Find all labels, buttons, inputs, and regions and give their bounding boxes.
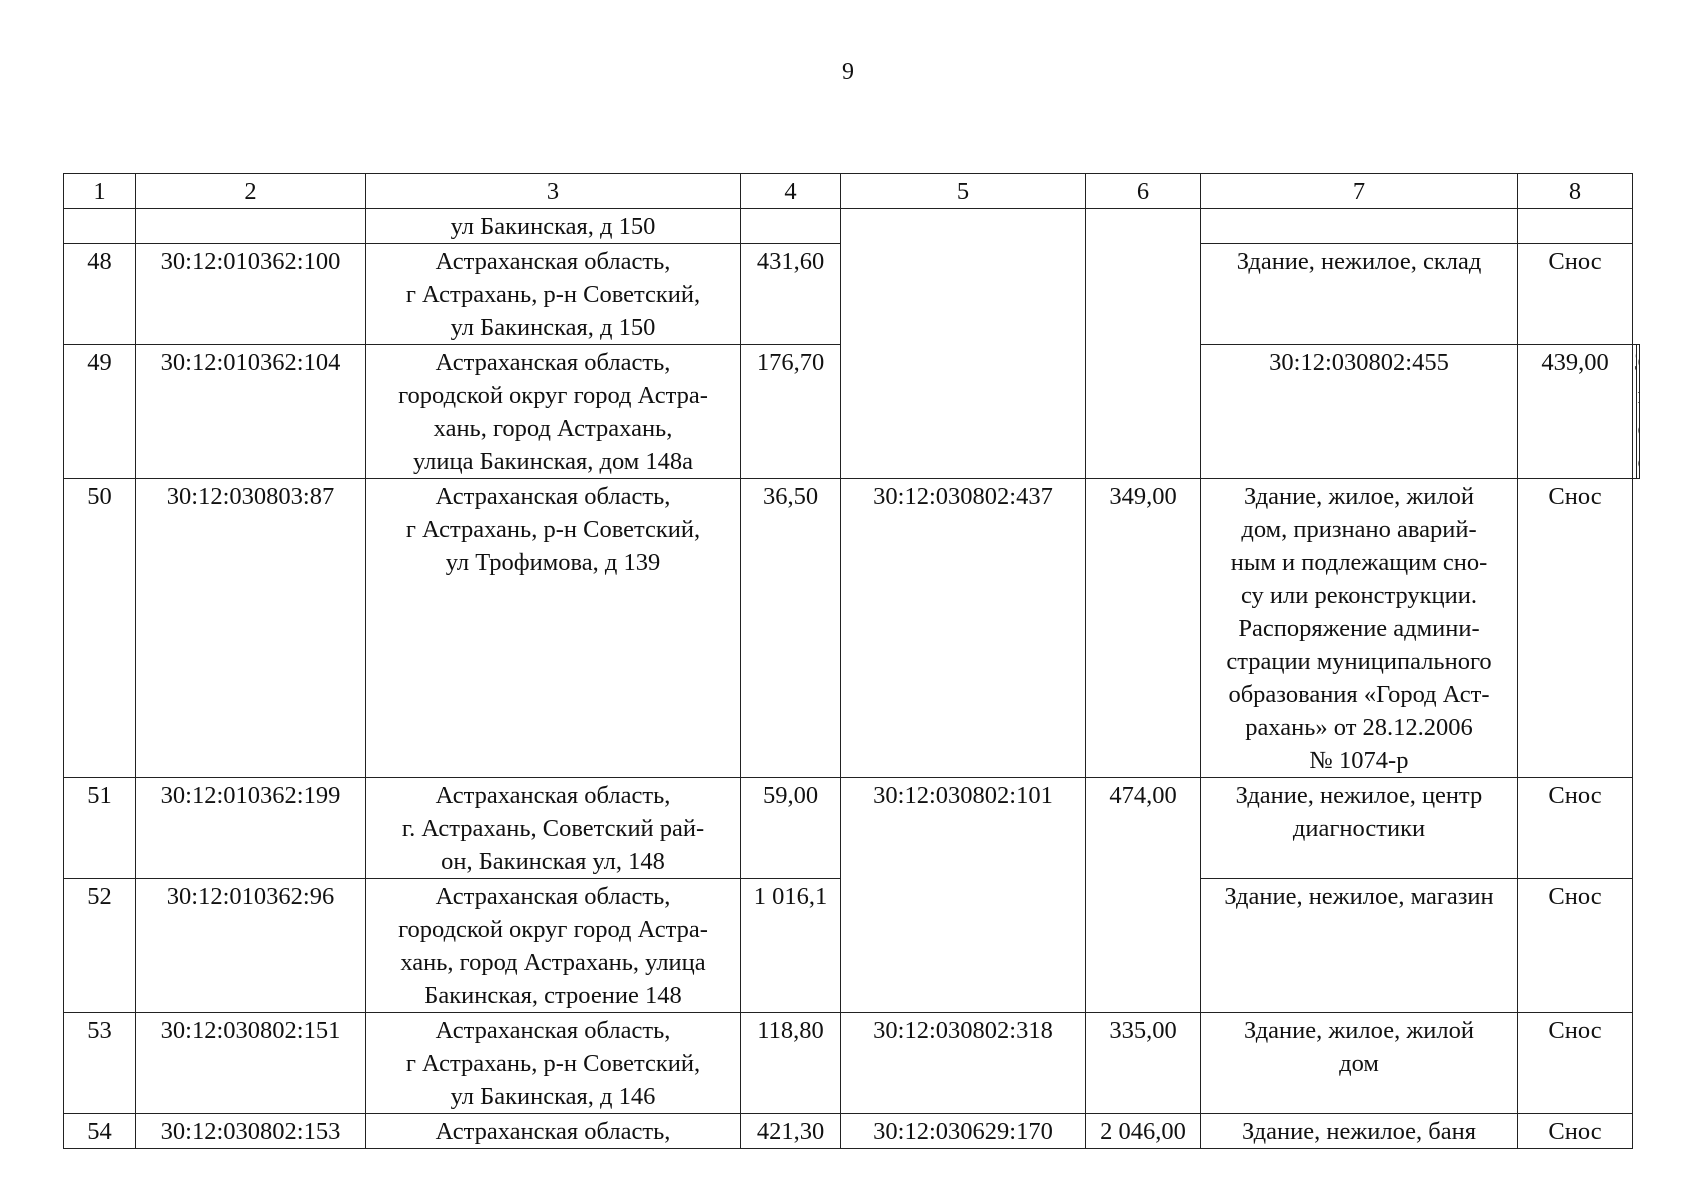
land-cadastral-cell: 30:12:030802:455 bbox=[1201, 345, 1518, 479]
row-number-cell: 48 bbox=[64, 244, 136, 345]
description-line: Здание, нежилое, баня bbox=[1242, 1118, 1476, 1145]
action-cell: Снос bbox=[1518, 879, 1633, 1013]
address-line: ул Трофимова, д 139 bbox=[445, 549, 661, 576]
address-line: ул Бакинская, д 146 bbox=[450, 1083, 656, 1110]
address-cell bbox=[366, 209, 741, 244]
description-line: страции муниципального bbox=[1226, 648, 1492, 675]
address-cell bbox=[366, 1013, 741, 1114]
address-line: Астраханская область, bbox=[435, 782, 671, 809]
column-header: 3 bbox=[366, 174, 741, 209]
description-line: Здание, нежилое, центр bbox=[1235, 782, 1483, 809]
action-cell: Снос bbox=[1518, 1013, 1633, 1114]
land-area-cell: 439,00 bbox=[1518, 345, 1633, 479]
description-line: диагностики bbox=[1292, 815, 1426, 842]
action-cell bbox=[1518, 209, 1633, 244]
row-number-cell bbox=[64, 209, 136, 244]
address-line: Астраханская область, bbox=[435, 349, 671, 376]
area-cell: 421,30 bbox=[741, 1114, 841, 1149]
area-cell bbox=[741, 209, 841, 244]
column-header: 4 bbox=[741, 174, 841, 209]
action-cell: Снос bbox=[1518, 479, 1633, 778]
row-number-cell: 53 bbox=[64, 1013, 136, 1114]
address-line: хань, город Астрахань, улица bbox=[400, 949, 706, 976]
description-cell bbox=[1201, 209, 1518, 244]
address-line: Бакинская, строение 148 bbox=[424, 982, 682, 1009]
description-cell bbox=[1201, 479, 1518, 778]
area-cell: 36,50 bbox=[741, 479, 841, 778]
address-cell bbox=[366, 778, 741, 879]
cadastral-cell: 30:12:030803:87 bbox=[136, 479, 366, 778]
cadastral-cell: 30:12:030802:153 bbox=[136, 1114, 366, 1149]
description-line: ным и подлежащим сно- bbox=[1230, 549, 1488, 576]
description-cell bbox=[1201, 1013, 1518, 1114]
row-number-cell: 49 bbox=[64, 345, 136, 479]
row-number-cell: 54 bbox=[64, 1114, 136, 1149]
description-line: Распоряжение админи- bbox=[1238, 615, 1480, 642]
table-row bbox=[64, 1114, 1640, 1149]
address-line: г Астрахань, р-н Советский, bbox=[405, 516, 701, 543]
address-cell bbox=[366, 244, 741, 345]
cadastral-cell: 30:12:030802:151 bbox=[136, 1013, 366, 1114]
description-line: рахань» от 28.12.2006 bbox=[1245, 714, 1473, 741]
description-line: Здание, жилое, жилой bbox=[1244, 1017, 1474, 1044]
column-header: 2 bbox=[136, 174, 366, 209]
address-line: г Астрахань, р-н Советский, bbox=[405, 281, 701, 308]
description-line: № 1074-р bbox=[1309, 747, 1409, 774]
action-cell: Снос bbox=[1518, 778, 1633, 879]
address-line: городской округ город Астра- bbox=[398, 382, 708, 409]
description-line: дом bbox=[1339, 1050, 1379, 1077]
table-row bbox=[64, 479, 1640, 778]
description-cell bbox=[1201, 879, 1518, 1013]
address-cell bbox=[366, 345, 741, 479]
area-cell: 118,80 bbox=[741, 1013, 841, 1114]
address-line: Астраханская область, bbox=[435, 1118, 671, 1145]
address-cell bbox=[366, 879, 741, 1013]
register-table bbox=[63, 173, 1640, 1149]
address-line: Астраханская область, bbox=[435, 248, 671, 275]
column-header: 6 bbox=[1086, 174, 1201, 209]
land-area-cell: 2 046,00 bbox=[1086, 1114, 1201, 1149]
page-number: 9 bbox=[842, 59, 854, 85]
cadastral-cell: 30:12:010362:104 bbox=[136, 345, 366, 479]
action-cell: Снос bbox=[1518, 1114, 1633, 1149]
address-line: Астраханская область, bbox=[435, 883, 671, 910]
description-line: дом, признано аварий- bbox=[1241, 516, 1477, 543]
column-header: 1 bbox=[64, 174, 136, 209]
cadastral-cell bbox=[136, 209, 366, 244]
land-area-cell bbox=[1086, 209, 1201, 479]
description-line: Здание, нежилое, магазин bbox=[1224, 883, 1494, 910]
area-cell: 1 016,1 bbox=[741, 879, 841, 1013]
land-area-cell: 335,00 bbox=[1086, 1013, 1201, 1114]
land-cadastral-cell: 30:12:030802:101 bbox=[841, 778, 1086, 1013]
area-cell: 176,70 bbox=[741, 345, 841, 479]
address-line: Астраханская область, bbox=[435, 483, 671, 510]
description-line: образования «Город Аст- bbox=[1228, 681, 1490, 708]
table-row bbox=[64, 209, 1640, 244]
description-cell bbox=[1201, 1114, 1518, 1149]
table-row bbox=[64, 778, 1640, 879]
address-line: он, Бакинская ул, 148 bbox=[441, 848, 665, 875]
description-line bbox=[1634, 346, 1635, 379]
land-area-cell: 349,00 bbox=[1086, 479, 1201, 778]
column-header: 5 bbox=[841, 174, 1086, 209]
row-number-cell: 50 bbox=[64, 479, 136, 778]
address-line: улица Бакинская, дом 148а bbox=[413, 448, 693, 475]
land-cadastral-cell: 30:12:030802:437 bbox=[841, 479, 1086, 778]
cadastral-cell: 30:12:010362:100 bbox=[136, 244, 366, 345]
address-line: Астраханская область, bbox=[435, 1017, 671, 1044]
address-cell bbox=[366, 479, 741, 778]
land-cadastral-cell: 30:12:030629:170 bbox=[841, 1114, 1086, 1149]
row-number-cell: 51 bbox=[64, 778, 136, 879]
table-row bbox=[64, 1013, 1640, 1114]
row-number-cell: 52 bbox=[64, 879, 136, 1013]
column-header: 7 bbox=[1201, 174, 1518, 209]
land-area-cell: 474,00 bbox=[1086, 778, 1201, 1013]
land-cadastral-cell: 30:12:030802:318 bbox=[841, 1013, 1086, 1114]
description-cell bbox=[1201, 244, 1518, 345]
address-line: г Астрахань, р-н Советский, bbox=[405, 1050, 701, 1077]
cadastral-cell: 30:12:010362:199 bbox=[136, 778, 366, 879]
action-cell: Снос bbox=[1518, 244, 1633, 345]
description-line: су или реконструкции. bbox=[1240, 582, 1478, 609]
address-cell bbox=[366, 1114, 741, 1149]
address-line: г. Астрахань, Советский рай- bbox=[401, 815, 705, 842]
cadastral-cell: 30:12:010362:96 bbox=[136, 879, 366, 1013]
address-line: хань, город Астрахань, bbox=[433, 415, 673, 442]
area-cell: 431,60 bbox=[741, 244, 841, 345]
address-line: ул Бакинская, д 150 bbox=[450, 213, 656, 240]
area-cell: 59,00 bbox=[741, 778, 841, 879]
description-line: Здание, нежилое, склад bbox=[1236, 248, 1482, 275]
land-cadastral-cell bbox=[841, 209, 1086, 479]
table-header-row bbox=[64, 174, 1640, 209]
column-header: 8 bbox=[1518, 174, 1633, 209]
action-cell bbox=[1636, 345, 1640, 479]
address-line: ул Бакинская, д 150 bbox=[450, 314, 656, 341]
description-line: Здание, жилое, жилой bbox=[1244, 483, 1474, 510]
description-cell bbox=[1201, 778, 1518, 879]
address-line: городской округ город Астра- bbox=[398, 916, 708, 943]
